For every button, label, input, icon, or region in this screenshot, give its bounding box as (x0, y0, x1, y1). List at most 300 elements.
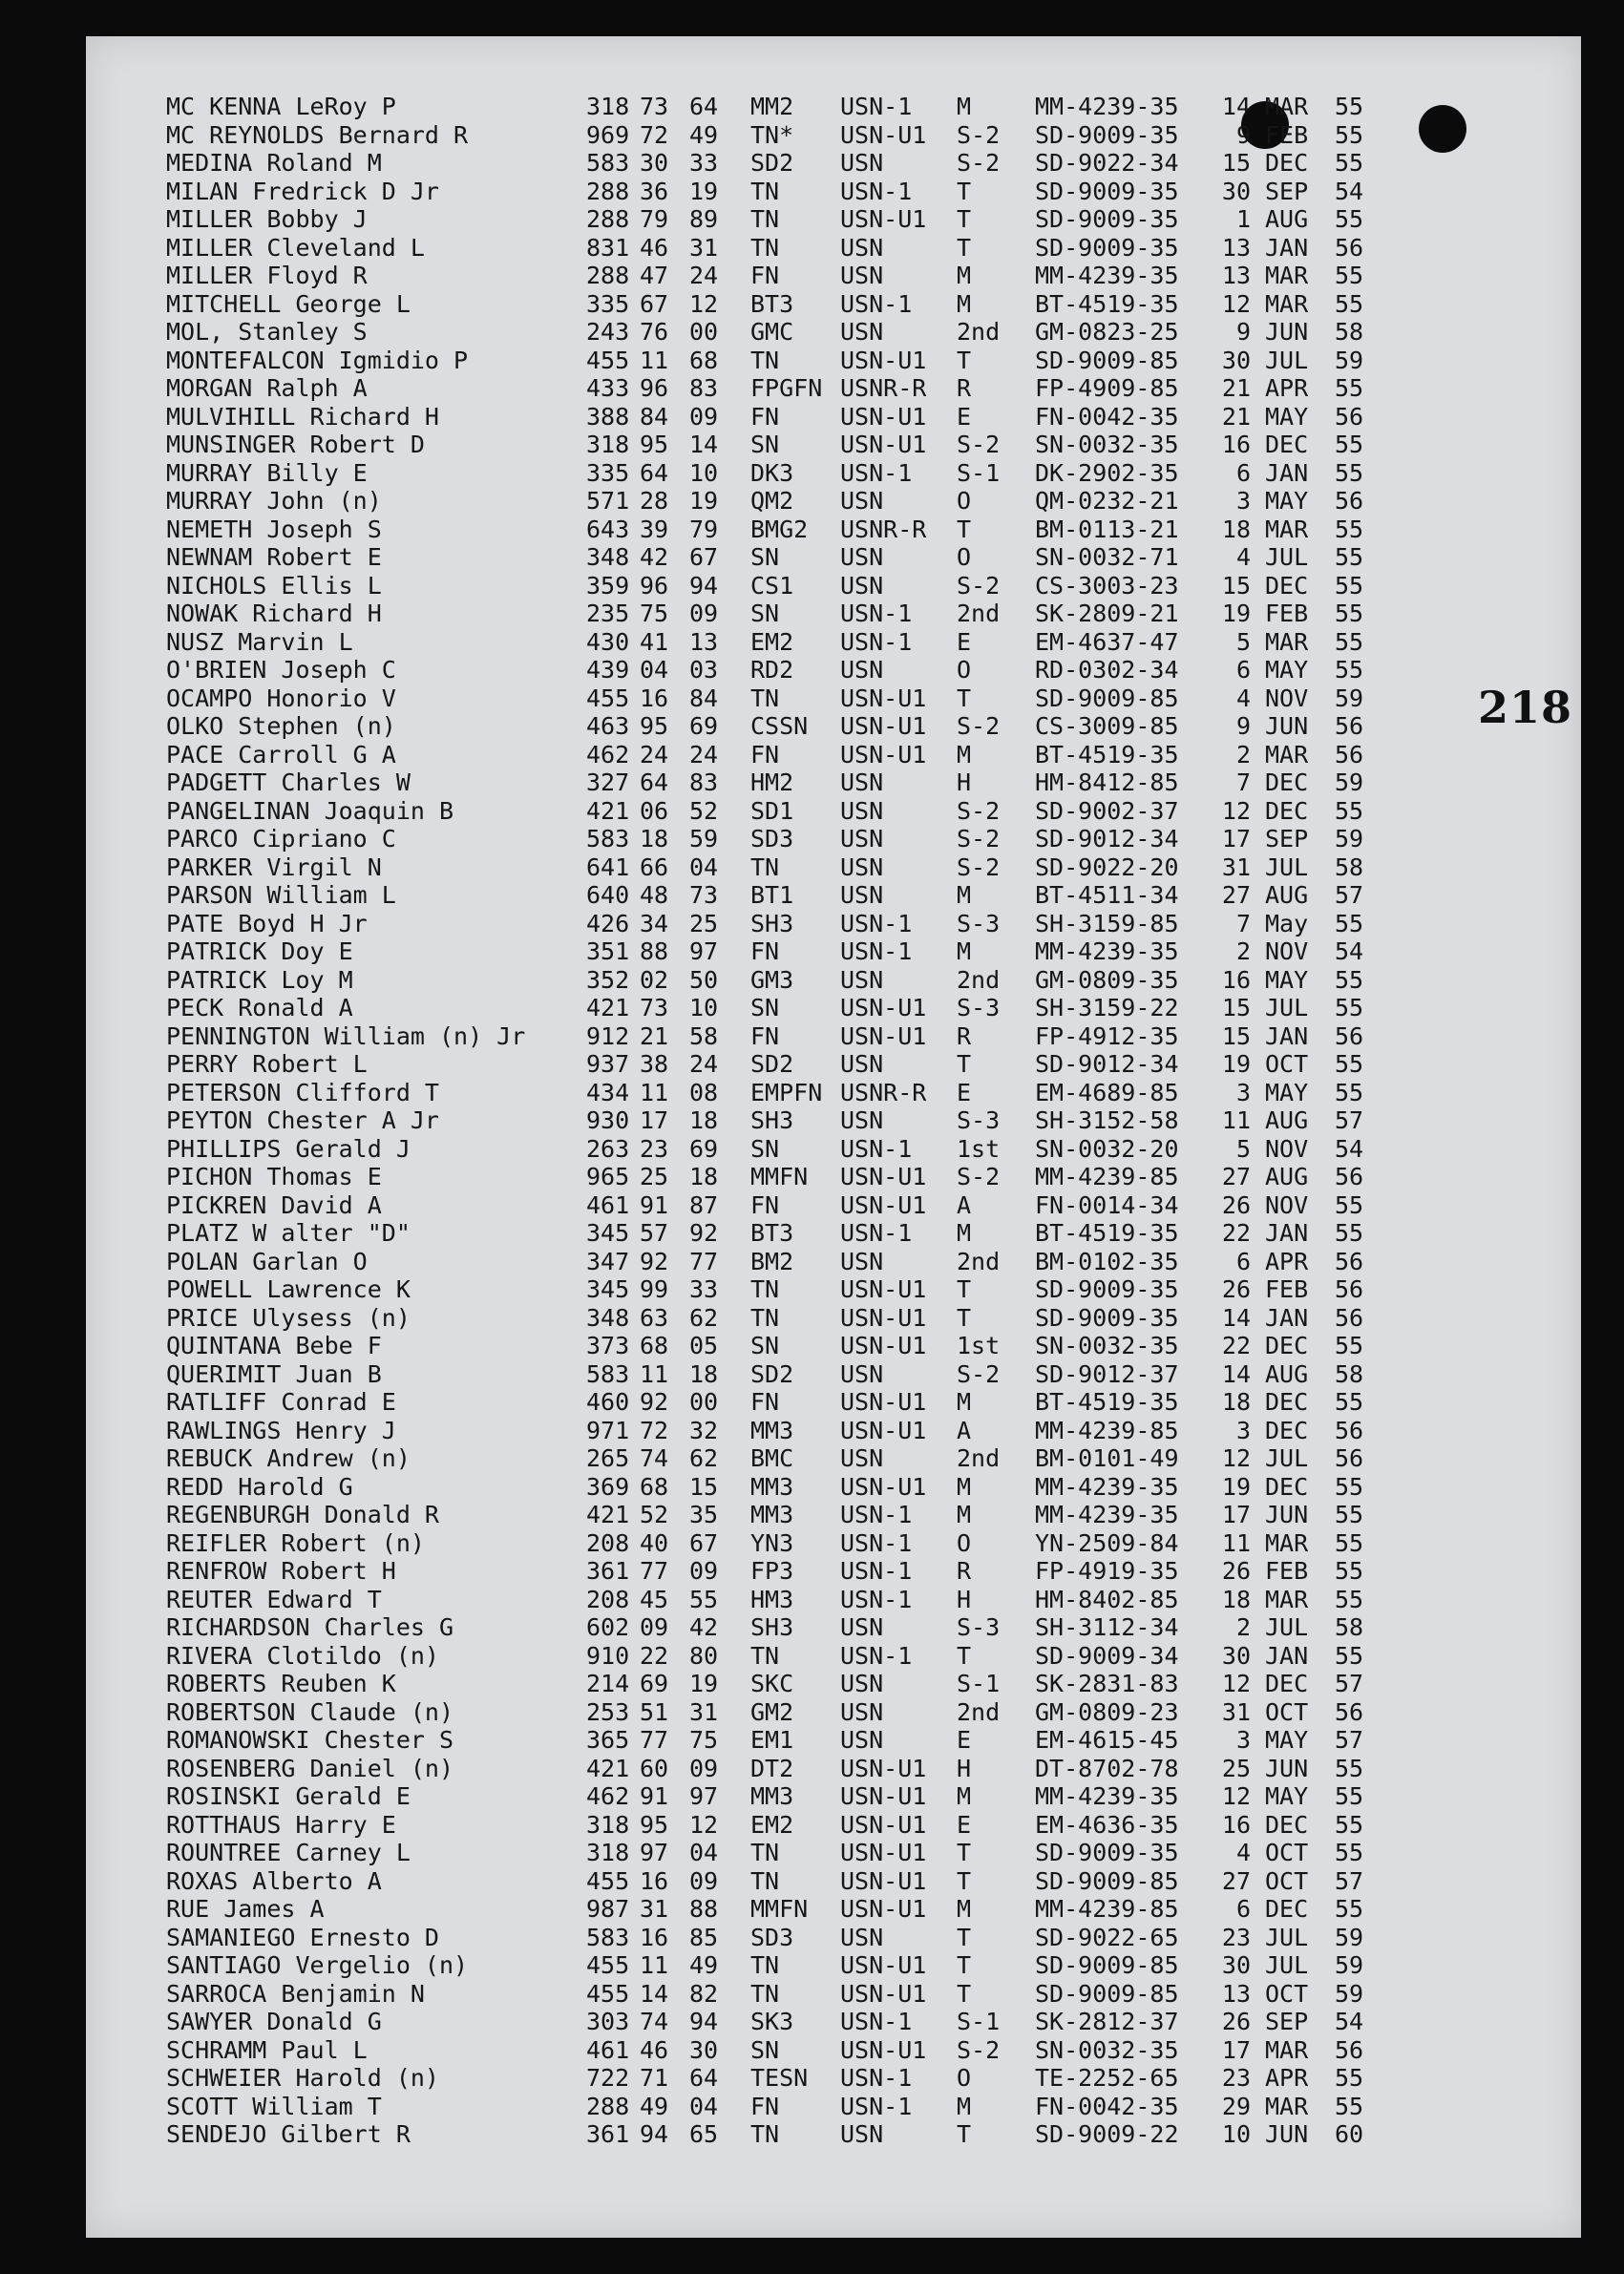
date-month: DEC (1265, 1472, 1309, 1501)
service-number-part-1: 463 (586, 712, 630, 740)
person-name: O'BRIEN Joseph C (166, 656, 396, 684)
service-number-part-1: 318 (586, 1810, 630, 1839)
component: USN-U1 (840, 346, 927, 374)
service-number-part-2: 71 (640, 2064, 669, 2092)
date-year: 59 (1335, 684, 1364, 712)
code: S-2 (957, 1163, 1001, 1190)
date-year: 55 (1335, 909, 1364, 937)
component: USN-U1 (840, 120, 927, 149)
service-number-part-1: 253 (586, 1697, 630, 1726)
date-month: FEB (1265, 1557, 1309, 1585)
nec-code: SD-9009-35 (1035, 1303, 1179, 1332)
table-row (86, 459, 1581, 487)
service-number-part-3: 83 (689, 769, 719, 796)
code: 2nd (957, 1247, 1001, 1275)
service-number-part-1: 433 (586, 374, 630, 402)
service-number-part-2: 02 (640, 965, 669, 994)
date-month: JAN (1265, 1219, 1309, 1247)
code: H (957, 1585, 972, 1613)
code: S-2 (957, 149, 1001, 177)
person-name: MOL, Stanley S (166, 318, 368, 346)
date-month: MAY (1265, 1726, 1309, 1754)
component: USN (840, 149, 884, 177)
person-name: RAWLINGS Henry J (166, 1416, 396, 1444)
person-name: ROSINSKI Gerald E (166, 1782, 411, 1810)
component: USN (840, 965, 884, 994)
code: 2nd (957, 965, 1001, 994)
table-row (86, 1135, 1581, 1163)
date-day: 13 (1221, 1979, 1251, 2008)
rating: SN (750, 2035, 780, 2064)
date-year: 57 (1335, 881, 1364, 909)
nec-code: CS-3003-23 (1035, 571, 1179, 600)
table-row (86, 262, 1581, 289)
table-row (86, 205, 1581, 233)
service-number-part-2: 74 (640, 2008, 669, 2035)
date-day: 9 (1235, 712, 1251, 740)
component: USN (840, 1697, 884, 1726)
code: M (957, 1782, 972, 1810)
table-row (86, 1473, 1581, 1501)
date-month: DEC (1265, 431, 1309, 458)
date-month: JUN (1265, 712, 1309, 740)
code: M (957, 1895, 972, 1923)
rating: GMC (750, 318, 794, 346)
person-name: SAWYER Donald G (166, 2008, 382, 2035)
service-number-part-2: 09 (640, 1613, 669, 1641)
date-year: 55 (1335, 994, 1364, 1021)
service-number-part-2: 76 (640, 318, 669, 346)
component: USN-1 (840, 937, 913, 965)
date-month: MAR (1265, 740, 1309, 769)
date-year: 55 (1335, 600, 1364, 627)
component: USN (840, 571, 884, 600)
service-number-part-2: 46 (640, 2035, 669, 2064)
service-number-part-2: 66 (640, 853, 669, 881)
table-row (86, 881, 1581, 909)
date-day: 12 (1221, 796, 1251, 825)
date-month: MAY (1265, 1078, 1309, 1106)
service-number-part-3: 31 (689, 233, 719, 262)
service-number-part-3: 18 (689, 1163, 719, 1190)
service-number-part-1: 571 (586, 487, 630, 515)
rating: EM2 (750, 627, 794, 656)
service-number-part-1: 426 (586, 909, 630, 937)
date-month: JUL (1265, 1613, 1309, 1641)
component: USN-1 (840, 1585, 913, 1613)
service-number-part-3: 64 (689, 2064, 719, 2092)
date-month: DEC (1265, 149, 1309, 177)
date-year: 55 (1335, 656, 1364, 684)
table-row (86, 93, 1581, 120)
service-number-part-2: 06 (640, 796, 669, 825)
person-name: ROXAS Alberto A (166, 1866, 382, 1895)
rating: SD3 (750, 1923, 794, 1951)
date-day: 30 (1221, 1951, 1251, 1979)
nec-code: MM-4239-35 (1035, 1472, 1179, 1501)
person-name: NEMETH Joseph S (166, 515, 382, 543)
date-year: 57 (1335, 1670, 1364, 1697)
rating: FN (750, 1388, 780, 1416)
rating: SK3 (750, 2008, 794, 2035)
service-number-part-2: 24 (640, 740, 669, 769)
table-row (86, 1248, 1581, 1275)
component: USN-U1 (840, 712, 927, 740)
service-number-part-3: 42 (689, 1613, 719, 1641)
date-month: DEC (1265, 1670, 1309, 1697)
service-number-part-2: 51 (640, 1697, 669, 1726)
service-number-part-3: 09 (689, 1754, 719, 1782)
table-row (86, 431, 1581, 458)
component: USN-U1 (840, 1951, 927, 1979)
table-row (86, 347, 1581, 374)
service-number-part-3: 62 (689, 1303, 719, 1332)
code: M (957, 289, 972, 318)
service-number-part-2: 72 (640, 120, 669, 149)
date-year: 55 (1335, 627, 1364, 656)
rating: BT3 (750, 1219, 794, 1247)
code: M (957, 2092, 972, 2120)
date-month: MAR (1265, 1585, 1309, 1613)
code: O (957, 543, 972, 571)
component: USN-1 (840, 600, 913, 627)
table-row (86, 1417, 1581, 1444)
service-number-part-2: 94 (640, 2120, 669, 2148)
date-month: JUL (1265, 1444, 1309, 1472)
date-month: APR (1265, 2064, 1309, 2092)
nec-code: SN-0032-35 (1035, 431, 1179, 458)
service-number-part-2: 17 (640, 1106, 669, 1134)
person-name: NICHOLS Ellis L (166, 571, 382, 600)
date-day: 19 (1221, 600, 1251, 627)
component: USN-1 (840, 909, 913, 937)
table-row (86, 403, 1581, 431)
date-day: 5 (1235, 627, 1251, 656)
service-number-part-2: 88 (640, 937, 669, 965)
nec-code: SH-3159-22 (1035, 994, 1179, 1021)
date-month: JUN (1265, 2120, 1309, 2148)
service-number-part-2: 45 (640, 1585, 669, 1613)
nec-code: SH-3112-34 (1035, 1613, 1179, 1641)
service-number-part-2: 16 (640, 1866, 669, 1895)
service-number-part-1: 643 (586, 515, 630, 543)
code: E (957, 1078, 972, 1106)
date-year: 55 (1335, 93, 1364, 120)
code: M (957, 1219, 972, 1247)
service-number-part-3: 75 (689, 1726, 719, 1754)
nec-code: FP-4909-85 (1035, 374, 1179, 402)
date-year: 56 (1335, 233, 1364, 262)
service-number-part-1: 910 (586, 1641, 630, 1670)
date-year: 55 (1335, 796, 1364, 825)
code: T (957, 1303, 972, 1332)
service-number-part-1: 969 (586, 120, 630, 149)
service-number-part-3: 85 (689, 1923, 719, 1951)
date-month: DEC (1265, 769, 1309, 796)
nec-code: SD-9009-85 (1035, 684, 1179, 712)
date-day: 15 (1221, 149, 1251, 177)
code: M (957, 1472, 972, 1501)
date-month: OCT (1265, 1050, 1309, 1078)
component: USN-U1 (840, 1416, 927, 1444)
person-name: OLKO Stephen (n) (166, 712, 396, 740)
nec-code: SD-9012-34 (1035, 1050, 1179, 1078)
code: S-2 (957, 796, 1001, 825)
rating: BM2 (750, 1247, 794, 1275)
date-day: 18 (1221, 515, 1251, 543)
rating: TN (750, 346, 780, 374)
rating: SN (750, 600, 780, 627)
nec-code: SK-2831-83 (1035, 1670, 1179, 1697)
table-row (86, 994, 1581, 1021)
date-day: 11 (1221, 1528, 1251, 1557)
service-number-part-1: 318 (586, 93, 630, 120)
rating: TN (750, 1641, 780, 1670)
table-row (86, 1586, 1581, 1613)
service-number-part-1: 335 (586, 289, 630, 318)
date-day: 14 (1221, 1303, 1251, 1332)
service-number-part-1: 965 (586, 1163, 630, 1190)
nec-code: SD-9012-34 (1035, 825, 1179, 853)
service-number-part-3: 89 (689, 205, 719, 233)
service-number-part-1: 348 (586, 1303, 630, 1332)
nec-code: BT-4519-35 (1035, 1219, 1179, 1247)
table-row (86, 516, 1581, 543)
date-year: 56 (1335, 1021, 1364, 1050)
date-year: 56 (1335, 1247, 1364, 1275)
service-number-part-1: 235 (586, 600, 630, 627)
person-name: REDD Harold G (166, 1472, 353, 1501)
rating: BMC (750, 1444, 794, 1472)
service-number-part-1: 243 (586, 318, 630, 346)
service-number-part-2: 30 (640, 149, 669, 177)
nec-code: SD-9009-22 (1035, 2120, 1179, 2148)
rating: TN (750, 684, 780, 712)
table-row (86, 937, 1581, 965)
rating: GM2 (750, 1697, 794, 1726)
code: T (957, 2120, 972, 2148)
rating: SN (750, 1134, 780, 1163)
date-year: 55 (1335, 458, 1364, 487)
table-row (86, 1191, 1581, 1219)
table-row (86, 1360, 1581, 1388)
date-day: 14 (1221, 93, 1251, 120)
rating: MM2 (750, 93, 794, 120)
date-day: 13 (1221, 233, 1251, 262)
nec-code: FP-4912-35 (1035, 1021, 1179, 1050)
component: USN (840, 1670, 884, 1697)
date-day: 9 (1235, 318, 1251, 346)
date-year: 59 (1335, 769, 1364, 796)
table-row (86, 572, 1581, 600)
nec-code: SD-9009-85 (1035, 1979, 1179, 2008)
component: USN (840, 1923, 884, 1951)
service-number-part-2: 95 (640, 431, 669, 458)
service-number-part-2: 36 (640, 177, 669, 205)
date-day: 18 (1221, 1585, 1251, 1613)
date-year: 56 (1335, 487, 1364, 515)
date-month: MAR (1265, 1528, 1309, 1557)
service-number-part-3: 04 (689, 1839, 719, 1866)
nec-code: SK-2812-37 (1035, 2008, 1179, 2035)
table-row (86, 712, 1581, 740)
service-number-part-2: 48 (640, 881, 669, 909)
component: USN-U1 (840, 1839, 927, 1866)
service-number-part-3: 65 (689, 2120, 719, 2148)
nec-code: SH-3159-85 (1035, 909, 1179, 937)
rating: SH3 (750, 1106, 794, 1134)
service-number-part-3: 08 (689, 1078, 719, 1106)
date-day: 30 (1221, 346, 1251, 374)
service-number-part-1: 971 (586, 1416, 630, 1444)
person-name: QUERIMIT Juan B (166, 1359, 382, 1388)
service-number-part-3: 55 (689, 1585, 719, 1613)
component: USN (840, 233, 884, 262)
date-day: 16 (1221, 431, 1251, 458)
date-month: DEC (1265, 1388, 1309, 1416)
code: S-3 (957, 1106, 1001, 1134)
service-number-part-3: 09 (689, 600, 719, 627)
date-year: 58 (1335, 1613, 1364, 1641)
service-number-part-2: 46 (640, 233, 669, 262)
component: USN (840, 1613, 884, 1641)
date-month: MAR (1265, 93, 1309, 120)
service-number-part-3: 32 (689, 1416, 719, 1444)
table-row (86, 1726, 1581, 1754)
date-month: OCT (1265, 1697, 1309, 1726)
rating: MM3 (750, 1472, 794, 1501)
table-row (86, 1050, 1581, 1078)
person-name: PARKER Virgil N (166, 853, 382, 881)
service-number-part-2: 68 (640, 1472, 669, 1501)
service-number-part-3: 19 (689, 487, 719, 515)
component: USN-U1 (840, 1163, 927, 1190)
date-year: 55 (1335, 1754, 1364, 1782)
code: O (957, 2064, 972, 2092)
nec-code: SD-9009-35 (1035, 120, 1179, 149)
code: E (957, 1726, 972, 1754)
date-day: 12 (1221, 1670, 1251, 1697)
nec-code: FN-0042-35 (1035, 402, 1179, 431)
nec-code: SD-9009-35 (1035, 1275, 1179, 1303)
table-row (86, 1163, 1581, 1190)
person-name: RICHARDSON Charles G (166, 1613, 454, 1641)
rating: SN (750, 1332, 780, 1359)
person-name: MILLER Bobby J (166, 205, 368, 233)
person-name: PARSON William L (166, 881, 396, 909)
table-row (86, 1613, 1581, 1641)
code: T (957, 1641, 972, 1670)
component: USN (840, 1247, 884, 1275)
date-year: 55 (1335, 1050, 1364, 1078)
person-name: ROBERTS Reuben K (166, 1670, 396, 1697)
component: USN-1 (840, 2008, 913, 2035)
date-year: 57 (1335, 1106, 1364, 1134)
service-number-part-2: 92 (640, 1247, 669, 1275)
date-year: 55 (1335, 2064, 1364, 2092)
service-number-part-2: 75 (640, 600, 669, 627)
service-number-part-3: 67 (689, 543, 719, 571)
component: USN-U1 (840, 205, 927, 233)
code: T (957, 684, 972, 712)
component: USN-U1 (840, 1895, 927, 1923)
code: T (957, 1951, 972, 1979)
person-name: NUSZ Marvin L (166, 627, 353, 656)
component: USN (840, 1359, 884, 1388)
table-row (86, 1698, 1581, 1726)
date-month: DEC (1265, 571, 1309, 600)
service-number-part-1: 263 (586, 1134, 630, 1163)
person-name: MITCHELL George L (166, 289, 411, 318)
service-number-part-1: 361 (586, 1557, 630, 1585)
date-year: 56 (1335, 2035, 1364, 2064)
table-row (86, 1332, 1581, 1359)
person-name: PATRICK Doy E (166, 937, 353, 965)
service-number-part-3: 09 (689, 1557, 719, 1585)
code: 1st (957, 1134, 1001, 1163)
component: USN (840, 825, 884, 853)
nec-code: MM-4239-35 (1035, 1782, 1179, 1810)
service-number-part-1: 461 (586, 2035, 630, 2064)
service-number-part-1: 455 (586, 1866, 630, 1895)
nec-code: SD-9022-34 (1035, 149, 1179, 177)
nec-code: SD-9012-37 (1035, 1359, 1179, 1388)
date-day: 17 (1221, 1501, 1251, 1528)
component: USN-1 (840, 1134, 913, 1163)
rating: FN (750, 402, 780, 431)
code: M (957, 262, 972, 289)
date-day: 23 (1221, 1923, 1251, 1951)
date-day: 25 (1221, 1754, 1251, 1782)
rating: TN (750, 853, 780, 881)
rating: FN (750, 740, 780, 769)
component: USN-1 (840, 2064, 913, 2092)
service-number-part-2: 96 (640, 374, 669, 402)
rating: TN* (750, 120, 794, 149)
date-month: MAR (1265, 289, 1309, 318)
service-number-part-2: 16 (640, 684, 669, 712)
service-number-part-1: 455 (586, 346, 630, 374)
date-day: 12 (1221, 1444, 1251, 1472)
component: USN-U1 (840, 1472, 927, 1501)
date-year: 55 (1335, 2092, 1364, 2120)
table-row (86, 1219, 1581, 1247)
code: H (957, 769, 972, 796)
table-row (86, 797, 1581, 825)
date-year: 55 (1335, 1895, 1364, 1923)
component: USN (840, 881, 884, 909)
service-number-part-1: 318 (586, 431, 630, 458)
code: M (957, 937, 972, 965)
code: S-2 (957, 431, 1001, 458)
rating: YN3 (750, 1528, 794, 1557)
date-year: 55 (1335, 1528, 1364, 1557)
date-year: 55 (1335, 515, 1364, 543)
rating: FPGFN (750, 374, 823, 402)
code: S-2 (957, 712, 1001, 740)
date-day: 18 (1221, 1388, 1251, 1416)
person-name: MULVIHILL Richard H (166, 402, 439, 431)
service-number-part-2: 28 (640, 487, 669, 515)
service-number-part-1: 434 (586, 1078, 630, 1106)
component: USN-U1 (840, 1190, 927, 1219)
person-name: MC KENNA LeRoy P (166, 93, 396, 120)
service-number-part-1: 369 (586, 1472, 630, 1501)
nec-code: FN-0014-34 (1035, 1190, 1179, 1219)
component: USN-U1 (840, 1754, 927, 1782)
date-month: DEC (1265, 1332, 1309, 1359)
service-number-part-1: 462 (586, 740, 630, 769)
